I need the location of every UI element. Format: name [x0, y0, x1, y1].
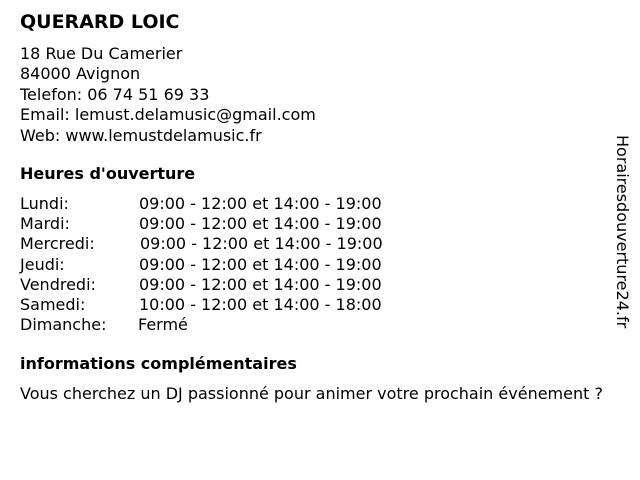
additional-info-text: Vous cherchez un DJ passionné pour animer votre prochain événement ? — [20, 384, 603, 403]
day-label: Dimanche: — [20, 315, 107, 335]
time-value: 09:00 - 12:00 et 14:00 - 19:00 — [139, 254, 382, 274]
time-value: 09:00 - 12:00 et 14:00 - 19:00 — [139, 194, 382, 213]
business-name: QUERARD LOIC — [20, 11, 180, 33]
city-address: 84000 Avignon — [20, 64, 141, 84]
time-value: 10:00 - 12:00 et 14:00 - 18:00 — [139, 294, 382, 314]
day-label: Mercredi: — [20, 234, 95, 254]
day-label: Samedi: — [20, 294, 86, 314]
time-value: 09:00 - 12:00 et 14:00 - 19:00 — [139, 214, 382, 234]
additional-info-heading: informations complémentaires — [20, 354, 297, 373]
address-block — [20, 44, 316, 146]
time-value: 09:00 - 12:00 et 14:00 - 19:00 — [139, 274, 382, 294]
time-value: 09:00 - 12:00 et 14:00 - 19:00 — [140, 234, 383, 254]
day-label: Jeudi: — [20, 254, 65, 274]
day-label: Mardi: — [20, 214, 70, 234]
site-watermark: Horairesdouverture24.fr — [613, 135, 632, 329]
opening-hours-heading: Heures d'ouverture — [20, 164, 196, 183]
street-address: 18 Rue Du Camerier — [20, 44, 183, 63]
email-address: Email: lemust.delamusic@gmail.com — [20, 105, 316, 125]
time-value: Fermé — [138, 315, 188, 335]
website-address: Web: www.lemustdelamusic.fr — [20, 125, 262, 145]
phone-number: Telefon: 06 74 51 69 33 — [20, 84, 210, 104]
day-label: Lundi: — [20, 194, 69, 213]
day-label: Vendredi: — [20, 274, 96, 294]
